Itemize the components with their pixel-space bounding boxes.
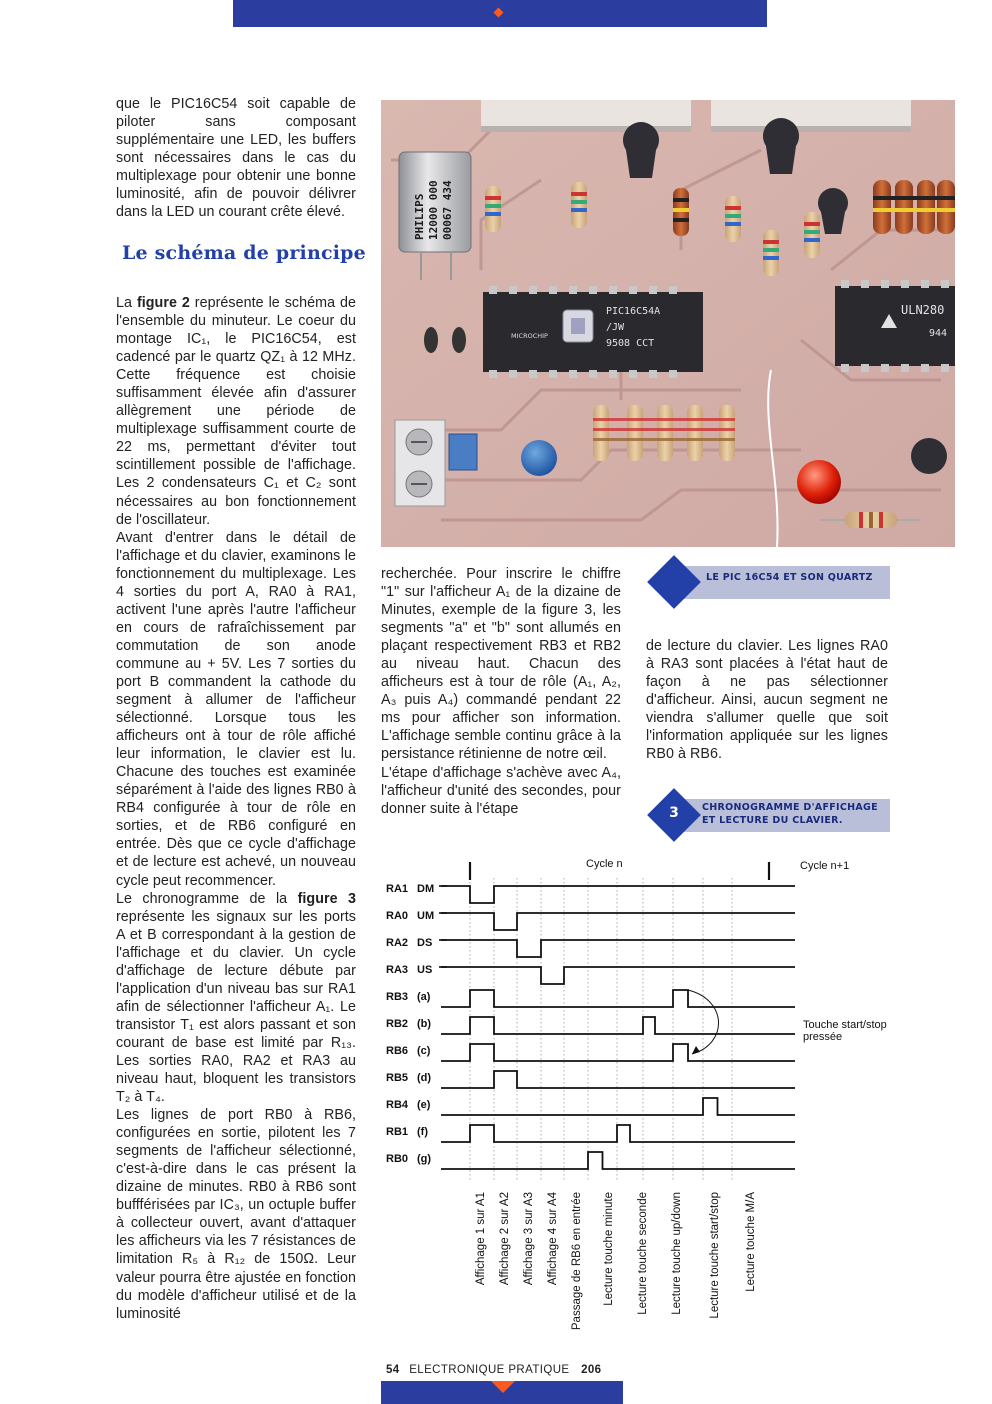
phase-label: Lecture touche M/A: [745, 1192, 757, 1292]
cycle-label: Cycle n: [586, 858, 623, 870]
paragraph: que le PIC16C54 soit capable de piloter sans composant supplémentaire une LED, les buffers sont nécessaires dans le cas du multiplexage pour obtenir une bonne luminosité, afin de pouvoir délivrer dans la LED un courant crête élevé.: [116, 96, 356, 221]
annotation-line1: Touche start/stop: [803, 1019, 887, 1031]
text-run: représente le schéma de l'ensemble du minuteur. Le coeur du montage IC₁, le PIC16C54, est cadencé par le quartz QZ₁ à 12 MHz. Cette fréquence est choisie suffisamment élevée afin d'assurer allègrement une période de multiplexage suffisamment courte de 22 ms, permettant d'éviter tout scintillement possible de l'affichage. Les 2 condensateurs C₁ et C₂ sont nécessaires au bon fonctionnement de l'oscillateur.: [116, 295, 356, 528]
figure3-caption-line1: CHRONOGRAMME D'AFFICHAGE: [702, 802, 878, 813]
waveform: [441, 913, 795, 930]
figure3-caption: [670, 799, 890, 832]
waveform: [441, 1071, 795, 1088]
crystal-label-2: 12000 000: [427, 180, 440, 240]
segment-label: UM: [417, 910, 435, 922]
pic-logo-text: MICROCHIP: [511, 332, 548, 340]
waveform: [441, 1017, 795, 1034]
annotation-line2: pressée: [803, 1031, 843, 1043]
circuit-board-photo: [381, 100, 955, 547]
article-column-middle: [381, 565, 621, 818]
text-run: représente les signaux sur les ports A et B correspondant à la gestion de l'affichage et du clavier. Un cycle d'affichage de lecture débute par l'application d'un niveau bas sur RA1 afin de sélectionner l'afficheur A₁. Le transistor T₁ est alors passant et son courant de base est limité par R₁₃. Les sorties RA0, RA2 et RA3 au niveau haut, bloquent les transistors T₂ à T₄.: [116, 908, 356, 1106]
figure-number: 3: [669, 805, 679, 821]
segment-label: DS: [417, 937, 433, 949]
pic-label-3: 9508 CCT: [606, 338, 655, 349]
phase-label: Affichage 2 sur A2: [499, 1192, 511, 1286]
caption-diamond-icon: [647, 555, 701, 609]
page-number: 54: [386, 1364, 400, 1376]
waveform: [441, 990, 795, 1007]
paragraph: de lecture du clavier. Les lignes RA0 à RA3 sont placées à l'état haut de façon à ne pas sélectionner d'afficheur. Ainsi, aucun segment ne viendra s'allumer quelle que soit l'information appliquée sur les lignes RB0 à RB6.: [646, 638, 888, 763]
waveform: [441, 1125, 795, 1142]
paragraph: Avant d'entrer dans le détail de l'affichage et du clavier, examinons le fonctionnement du multiplexage. Les 4 sorties du port A, RA0 à RA1, activent l'une après l'autre l'afficheur en cours de rafraîchissement par commutation de son anode commune au + 5V. Les 7 sorties du port B commandent la cathode du segment à allumer de l'afficheur sélectionné. Lorsque tous les afficheurs ont à tour de rôle affiché leur information, le clavier est lu. Chacune des touches est examinée séparément à l'aide des lignes RB0 à RB4 configurée à tour de rôle en sorties, et de RB6 configuré en entrée. Dès que ce cycle d'affichage et de lecture est achevé, un nouveau cycle peut recommencer.: [116, 529, 356, 889]
segment-label: (g): [417, 1153, 432, 1165]
waveform: [441, 1044, 795, 1061]
segment-label: (c): [417, 1045, 431, 1057]
article-column-left: [116, 95, 356, 221]
signal-label: RB0: [386, 1153, 409, 1165]
section-heading: Le schéma de principe: [122, 242, 366, 264]
signal-label: RB1: [386, 1126, 409, 1138]
crystal-label-3: 00067 434: [441, 180, 454, 240]
issue-number: 206: [581, 1364, 602, 1376]
paragraph: Les lignes de port RB0 à RB6, configurées en sortie, pilotent les 7 segments de l'afficheur sélectionné, c'est-à-dire dans le cas présent la dizaine de minutes. RB0 à RB6 sont buffférisées par IC₃, un octuple buffer à collecteur ouvert, avant d'attaquer les afficheurs via les 7 résistances de limitation R₅ à R₁₂ de 150Ω. Leur valeur pourra être ajustée en fonction du modèle d'afficheur utilisé et de la luminosité: [116, 1107, 356, 1322]
signal-label: RA0: [386, 910, 409, 922]
signal-label: RB5: [386, 1072, 409, 1084]
text-run: La: [116, 295, 137, 311]
segment-label: (b): [417, 1018, 432, 1030]
signal-label: RA2: [386, 937, 409, 949]
signal-rb1: [386, 1125, 795, 1142]
segment-label: (d): [417, 1072, 432, 1084]
signal-label: RB6: [386, 1045, 409, 1057]
waveform: [441, 886, 795, 903]
phase-label: Lecture touche up/down: [671, 1192, 683, 1315]
timing-diagram: [380, 850, 920, 1350]
phase-label: Affichage 3 sur A3: [523, 1192, 535, 1286]
paragraph: [116, 294, 356, 529]
uln-label-1: ULN280: [901, 303, 945, 317]
signal-label: RA1: [386, 883, 409, 895]
segment-label: (a): [417, 991, 431, 1003]
pic-label-2: /JW: [606, 322, 625, 333]
phase-label: Passage de RB6 en entrée: [571, 1192, 583, 1331]
text-run: Le chronogramme de la: [116, 890, 298, 907]
article-column-left-2: [116, 294, 356, 1323]
crystal-label-1: PHILIPS: [413, 193, 426, 240]
signal-rb5: [386, 1071, 795, 1088]
article-column-right: [646, 637, 888, 763]
next-cycle-label: Cycle n+1: [800, 860, 850, 872]
signal-label: RB4: [386, 1099, 409, 1111]
phase-label: Affichage 1 sur A1: [475, 1192, 487, 1286]
segment-label: US: [417, 964, 433, 976]
phase-label: Lecture touche minute: [603, 1192, 615, 1306]
segment-label: (e): [417, 1099, 431, 1111]
paragraph: [116, 890, 356, 1107]
signal-rb2: [386, 1017, 795, 1034]
top-bar: [233, 0, 767, 27]
figure-ref: figure 2: [136, 295, 190, 311]
signal-ra0: [386, 910, 795, 930]
paragraph: recherchée. Pour inscrire le chiffre "1" sur l'afficheur A₁ de la dizaine de Minutes, exemple de la figure 3, les segments "a" et "b" sont allumés en plaçant respectivement RB3 et RB2 au niveau haut. Chacun des afficheurs est à tour de rôle (A₁, A₂, A₃ puis A₄) commandé pendant 22 ms pour afficher son information. L'affichage semble continu grâce à la persistance rétinienne de notre œil.: [381, 566, 621, 763]
photo-caption: [670, 566, 890, 599]
signal-label: RB2: [386, 1018, 409, 1030]
phase-label: Lecture touche start/stop: [709, 1192, 721, 1319]
signal-rb0: [386, 1152, 795, 1169]
phase-label: Affichage 4 sur A4: [547, 1192, 559, 1286]
figure3-caption-line2: ET LECTURE DU CLAVIER.: [702, 815, 843, 826]
photo-caption-title: LE PIC 16C54 ET SON QUARTZ: [706, 572, 873, 583]
signal-rb6: [386, 1044, 795, 1061]
segment-label: (f): [417, 1126, 428, 1138]
signal-ra1: [386, 883, 795, 903]
signal-ra3: [386, 964, 795, 984]
bottom-triangle-icon: [491, 1381, 515, 1393]
page-footer: [386, 1364, 622, 1376]
uln-label-2: 944: [929, 328, 948, 339]
segment-label: DM: [417, 883, 435, 895]
figure-ref: figure 3: [297, 890, 356, 907]
signal-label: RB3: [386, 991, 409, 1003]
signal-rb4: [386, 1098, 795, 1115]
top-diamond-icon: [494, 8, 504, 18]
paragraph: L'étape d'affichage s'achève avec A₄, l'afficheur d'unité des secondes, pour donner suite à l'étape: [381, 764, 621, 817]
magazine-name: ELECTRONIQUE PRATIQUE: [409, 1364, 570, 1376]
phase-label: Lecture touche seconde: [637, 1192, 649, 1315]
pic-label-1: PIC16C54A: [606, 306, 661, 317]
signal-ra2: [386, 937, 795, 957]
signal-label: RA3: [386, 964, 409, 976]
signal-rb3: [386, 990, 795, 1007]
